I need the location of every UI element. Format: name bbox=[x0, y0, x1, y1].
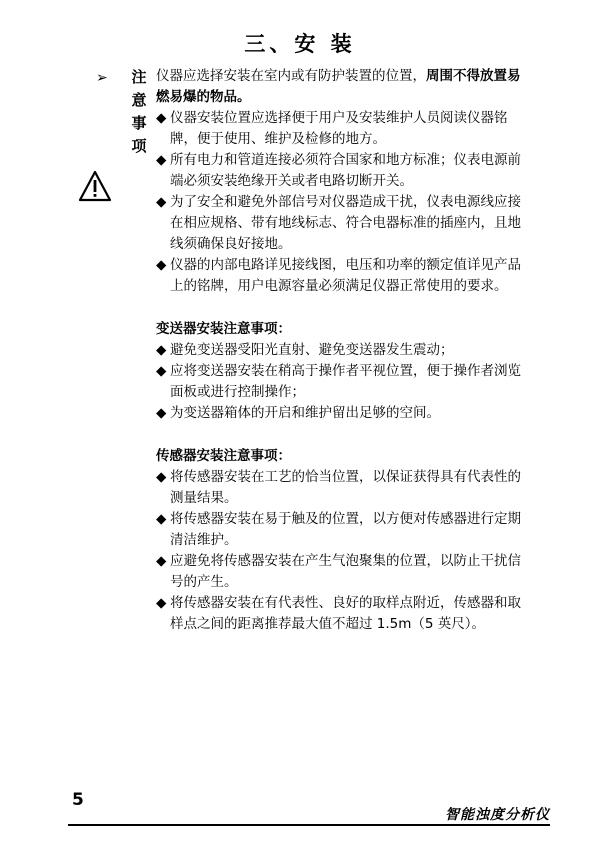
list-item bbox=[156, 192, 532, 255]
notice-label bbox=[130, 66, 148, 158]
intro-bold-text: 周围不得放置易燃易爆的物品。 bbox=[156, 68, 521, 105]
diamond-bullet-icon: ◆ bbox=[156, 405, 167, 421]
list-item bbox=[156, 150, 532, 192]
list-item-text: 将传感器安装在有代表性、良好的取样点附近，传感器和取样点之间的距离推荐最大值不超过 1.5m（5 英尺）。 bbox=[170, 595, 521, 632]
list-item-text: 仪器安装位置应选择便于用户及安装维护人员阅读仪器铭牌，便于使用、维护及检修的地方。 bbox=[170, 110, 508, 147]
diamond-bullet-icon: ◆ bbox=[156, 469, 167, 485]
notice-char: 项 bbox=[131, 137, 147, 155]
list-item-text: 将传感器安装在工艺的恰当位置，以保证获得具有代表性的测量结果。 bbox=[170, 469, 521, 506]
diamond-bullet-icon: ◆ bbox=[156, 553, 167, 569]
list-item-text: 应将变送器安装在稍高于操作者平视位置，便于操作者浏览面板或进行控制操作； bbox=[170, 363, 521, 400]
list-item bbox=[156, 361, 532, 403]
diamond-bullet-icon: ◆ bbox=[156, 152, 167, 168]
transmitter-heading: 变送器安装注意事项： bbox=[156, 321, 291, 337]
list-item bbox=[156, 340, 532, 361]
diamond-bullet-icon: ◆ bbox=[156, 194, 167, 210]
content-body bbox=[156, 66, 532, 635]
list-item bbox=[156, 108, 532, 150]
footer-product-name: 智能浊度分析仪 bbox=[445, 807, 550, 823]
notice-char: 注 bbox=[131, 68, 147, 86]
diamond-bullet-icon: ◆ bbox=[156, 595, 167, 611]
list-item-text: 为了安全和避免外部信号对仪器造成干扰，仪表电源线应接在相应规格、带有地线标志、符合电器标准的插座内，且地线须确保良好接地。 bbox=[170, 194, 521, 252]
sensor-heading: 传感器安装注意事项： bbox=[156, 448, 291, 464]
intro-plain-text: 仪器应选择安装在室内或有防护装置的位置， bbox=[156, 68, 426, 84]
diamond-bullet-icon: ◆ bbox=[156, 110, 167, 126]
list-item-text: 仪器的内部电路详见接线图，电压和功率的额定值详见产品上的铭牌，用户电源容量必须满足仪器正常使用的要求。 bbox=[170, 257, 521, 294]
list-item bbox=[156, 255, 532, 297]
intro-paragraph bbox=[156, 66, 532, 108]
list-item bbox=[156, 509, 532, 551]
warning-icon bbox=[78, 170, 112, 202]
list-item-text: 将传感器安装在易于触及的位置，以方便对传感器进行定期清洁维护。 bbox=[170, 511, 521, 548]
list-item-text: 所有电力和管道连接必须符合国家和地方标准；仪表电源前端必须安装绝缘开关或者电路切断开关。 bbox=[170, 152, 521, 189]
diamond-bullet-icon: ◆ bbox=[156, 257, 167, 273]
list-item-text: 应避免将传感器安装在产生气泡聚集的位置，以防止干扰信号的产生。 bbox=[170, 553, 521, 590]
list-item-text: 为变送器箱体的开启和维护留出足够的空间。 bbox=[170, 405, 440, 421]
diamond-bullet-icon: ◆ bbox=[156, 511, 167, 527]
list-item bbox=[156, 551, 532, 593]
page-number: 5 bbox=[72, 790, 84, 810]
list-item bbox=[156, 467, 532, 509]
notice-char: 事 bbox=[131, 114, 147, 132]
diamond-bullet-icon: ◆ bbox=[156, 342, 167, 358]
list-item bbox=[156, 403, 532, 424]
footer-divider bbox=[68, 824, 550, 826]
notice-char: 意 bbox=[131, 91, 147, 109]
page-title: 三、安 装 bbox=[244, 32, 356, 56]
diamond-bullet-icon: ◆ bbox=[156, 363, 167, 379]
arrow-bullet-icon: ➢ bbox=[96, 70, 108, 86]
list-item bbox=[156, 593, 532, 635]
list-item-text: 避免变送器受阳光直射、避免变送器发生震动； bbox=[170, 342, 454, 358]
